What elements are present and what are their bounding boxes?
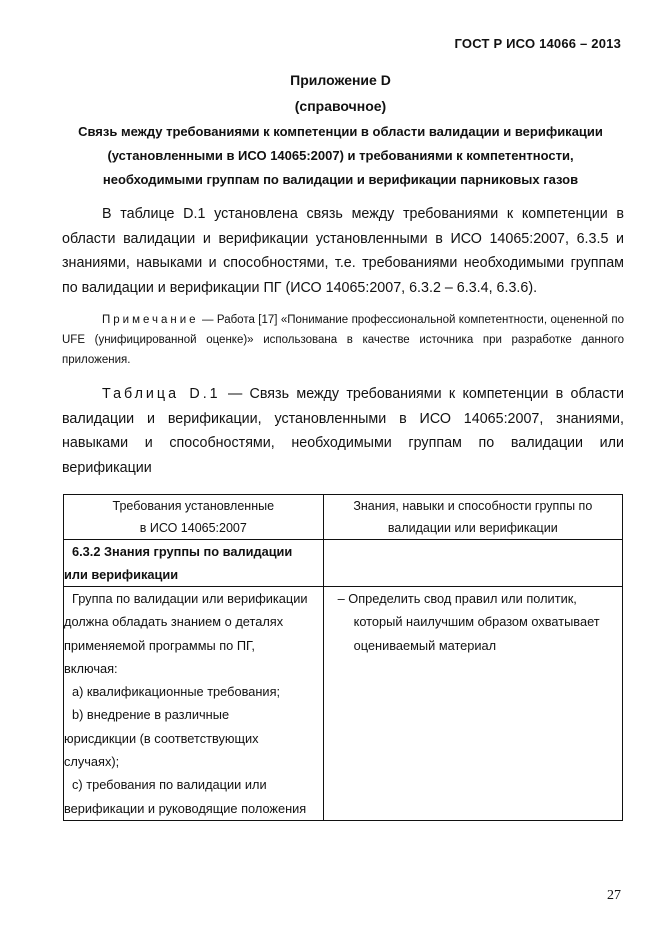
section-heading-line: 6.3.2 Знания группы по валидации — [72, 544, 293, 559]
cell-line: а) квалификационные требования; — [72, 684, 281, 700]
appendix-status: (справочное) — [294, 98, 387, 114]
table-header-right — [323, 495, 622, 540]
cell-line: который наилучшим образом охватывает — [353, 614, 600, 630]
cell-line: юрисдикции (в соответствующих — [64, 730, 259, 746]
cell-line: верификации и руководящие положения — [64, 800, 307, 816]
cell-line: должна обладать знанием о деталях — [64, 614, 284, 630]
note-text: — Работа [17] «Понимание профессиональной компетентности, оцененной по UFE (унифицированной оценке)» использована в качестве источника при разработке данного приложения. — [62, 314, 624, 366]
table-caption-text: — Связь между требованиями к компетенции в области валидации и верификации, установленными в ИСО 14065:2007, знаниями, навыками и способностями, необходимыми группам по валидации или верификации — [62, 386, 625, 476]
appendix-title: Приложение D — [290, 72, 391, 88]
cell-line: применяемой программы по ПГ, — [64, 637, 255, 653]
knowledge-cell — [323, 587, 622, 821]
header-line: в ИСО 14065:2007 — [139, 521, 247, 535]
standard-code: ГОСТ Р ИСО 14066 – 2013 — [454, 36, 621, 51]
appendix-heading-line: Связь между требованиями к компетенции в области валидации и верификации — [78, 124, 603, 139]
appendix-title-block — [60, 70, 621, 192]
section-heading-line: или верификации — [64, 567, 179, 582]
page-number: 27 — [607, 888, 621, 903]
header-line: Требования установленные — [112, 499, 275, 513]
note — [62, 310, 624, 370]
table-header-row — [64, 495, 623, 540]
cell-line: с) требования по валидации или — [72, 777, 267, 793]
table-section-row — [64, 540, 623, 587]
appendix-heading-line: (установленными в ИСО 14065:2007) и требованиями к компетентности, — [107, 148, 574, 163]
note-label: Примечание — [102, 314, 199, 326]
section-heading-cell — [64, 540, 324, 587]
table-caption-label: Таблица D.1 — [102, 386, 221, 402]
cell-line: оцениваемый материал — [353, 637, 497, 653]
cell-line: b) внедрение в различные — [72, 707, 230, 723]
cell-line: включая: — [64, 660, 118, 676]
table-row — [64, 587, 623, 821]
requirements-table — [63, 494, 623, 821]
intro-paragraph: В таблице D.1 установлена связь между требованиями к компетенции в области валидации и верификации установленными в ИСО 14065:2007, 6.3.5 и знаниями, навыками и способностями, т.е. требованиями необходимыми группам по валидации и верификации ПГ (ИСО 14065:2007, 6.3.2 – 6.3.4, 6.3.6). — [62, 206, 624, 296]
header-line: Знания, навыки и способности группы по — [353, 499, 593, 513]
cell-line: – Определить свод правил или политик, — [337, 591, 577, 606]
cell-line: Группа по валидации или верификации — [72, 591, 308, 606]
section-empty-cell — [323, 540, 622, 587]
appendix-heading-line: необходимыми группам по валидации и верификации парниковых газов — [102, 172, 579, 187]
header-line: валидации или верификации — [387, 521, 558, 535]
table-header-left — [64, 495, 324, 540]
requirements-cell — [64, 587, 324, 821]
appendix-heading — [60, 120, 621, 192]
cell-line: случаях); — [64, 754, 120, 770]
table-caption — [62, 382, 624, 480]
